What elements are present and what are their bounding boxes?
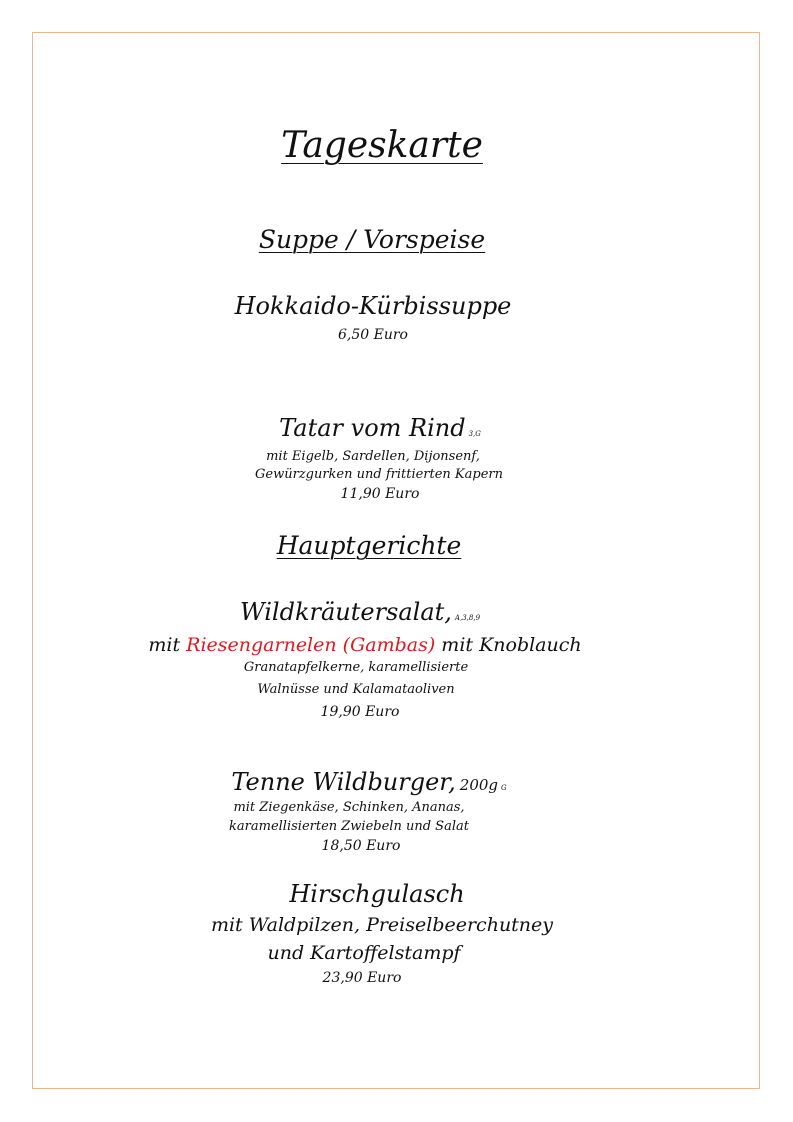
dish-salad-name: Wildkräutersalat, (239, 598, 452, 626)
dish-burger-allergens: G (501, 784, 507, 792)
dish-burger-weight: 200g (459, 776, 499, 794)
dish-tatar-title (279, 416, 481, 440)
dish-goulash-name: Hirschgulasch (289, 880, 465, 908)
dish-soup-price: 6,50 Euro (338, 327, 408, 343)
dish-salad-prefix: mit (148, 634, 181, 656)
dish-goulash-desc-line1: mit Waldpilzen, Preiselbeerchutney (210, 914, 554, 936)
dish-salad-desc-line2: Walnüsse und Kalamataoliven (257, 682, 455, 697)
dish-soup-name: Hokkaido-Kürbissuppe (234, 292, 512, 320)
page-title: Tageskarte (281, 125, 483, 166)
dish-tatar-desc-line1: mit Eigelb, Sardellen, Dijonsenf, (266, 449, 480, 464)
dish-salad-line (148, 636, 581, 655)
dish-tatar-name: Tatar vom Rind (279, 414, 466, 442)
dish-salad-highlight: Riesengarnelen (Gambas) (186, 634, 436, 656)
dish-tatar-allergens: 3,G (468, 430, 481, 438)
dish-salad-desc-line1: Granatapfelkerne, karamellisierte (243, 660, 469, 675)
dish-goulash-desc-line2: und Kartoffelstampf (267, 942, 461, 964)
dish-burger-desc-line2: karamellisierten Zwiebeln und Salat (229, 819, 469, 834)
dish-burger-price: 18,50 Euro (321, 838, 401, 854)
dish-tatar-price: 11,90 Euro (340, 486, 420, 502)
dish-salad-title (240, 600, 480, 624)
section-heading-starters: Suppe / Vorspeise (258, 225, 486, 254)
dish-burger-name: Tenne Wildburger, (231, 768, 456, 796)
dish-salad-allergens: A,3,8,9 (454, 614, 481, 622)
dish-salad-price: 19,90 Euro (320, 704, 400, 720)
dish-tatar-desc-line2: Gewürzgurken und frittierten Kapern (254, 467, 504, 482)
dish-burger-title (231, 770, 506, 794)
dish-salad-suffix: mit Knoblauch (441, 634, 582, 656)
dish-goulash-price: 23,90 Euro (322, 970, 402, 986)
dish-burger-desc-line1: mit Ziegenkäse, Schinken, Ananas, (233, 800, 465, 815)
section-heading-mains: Hauptgerichte (276, 531, 462, 560)
